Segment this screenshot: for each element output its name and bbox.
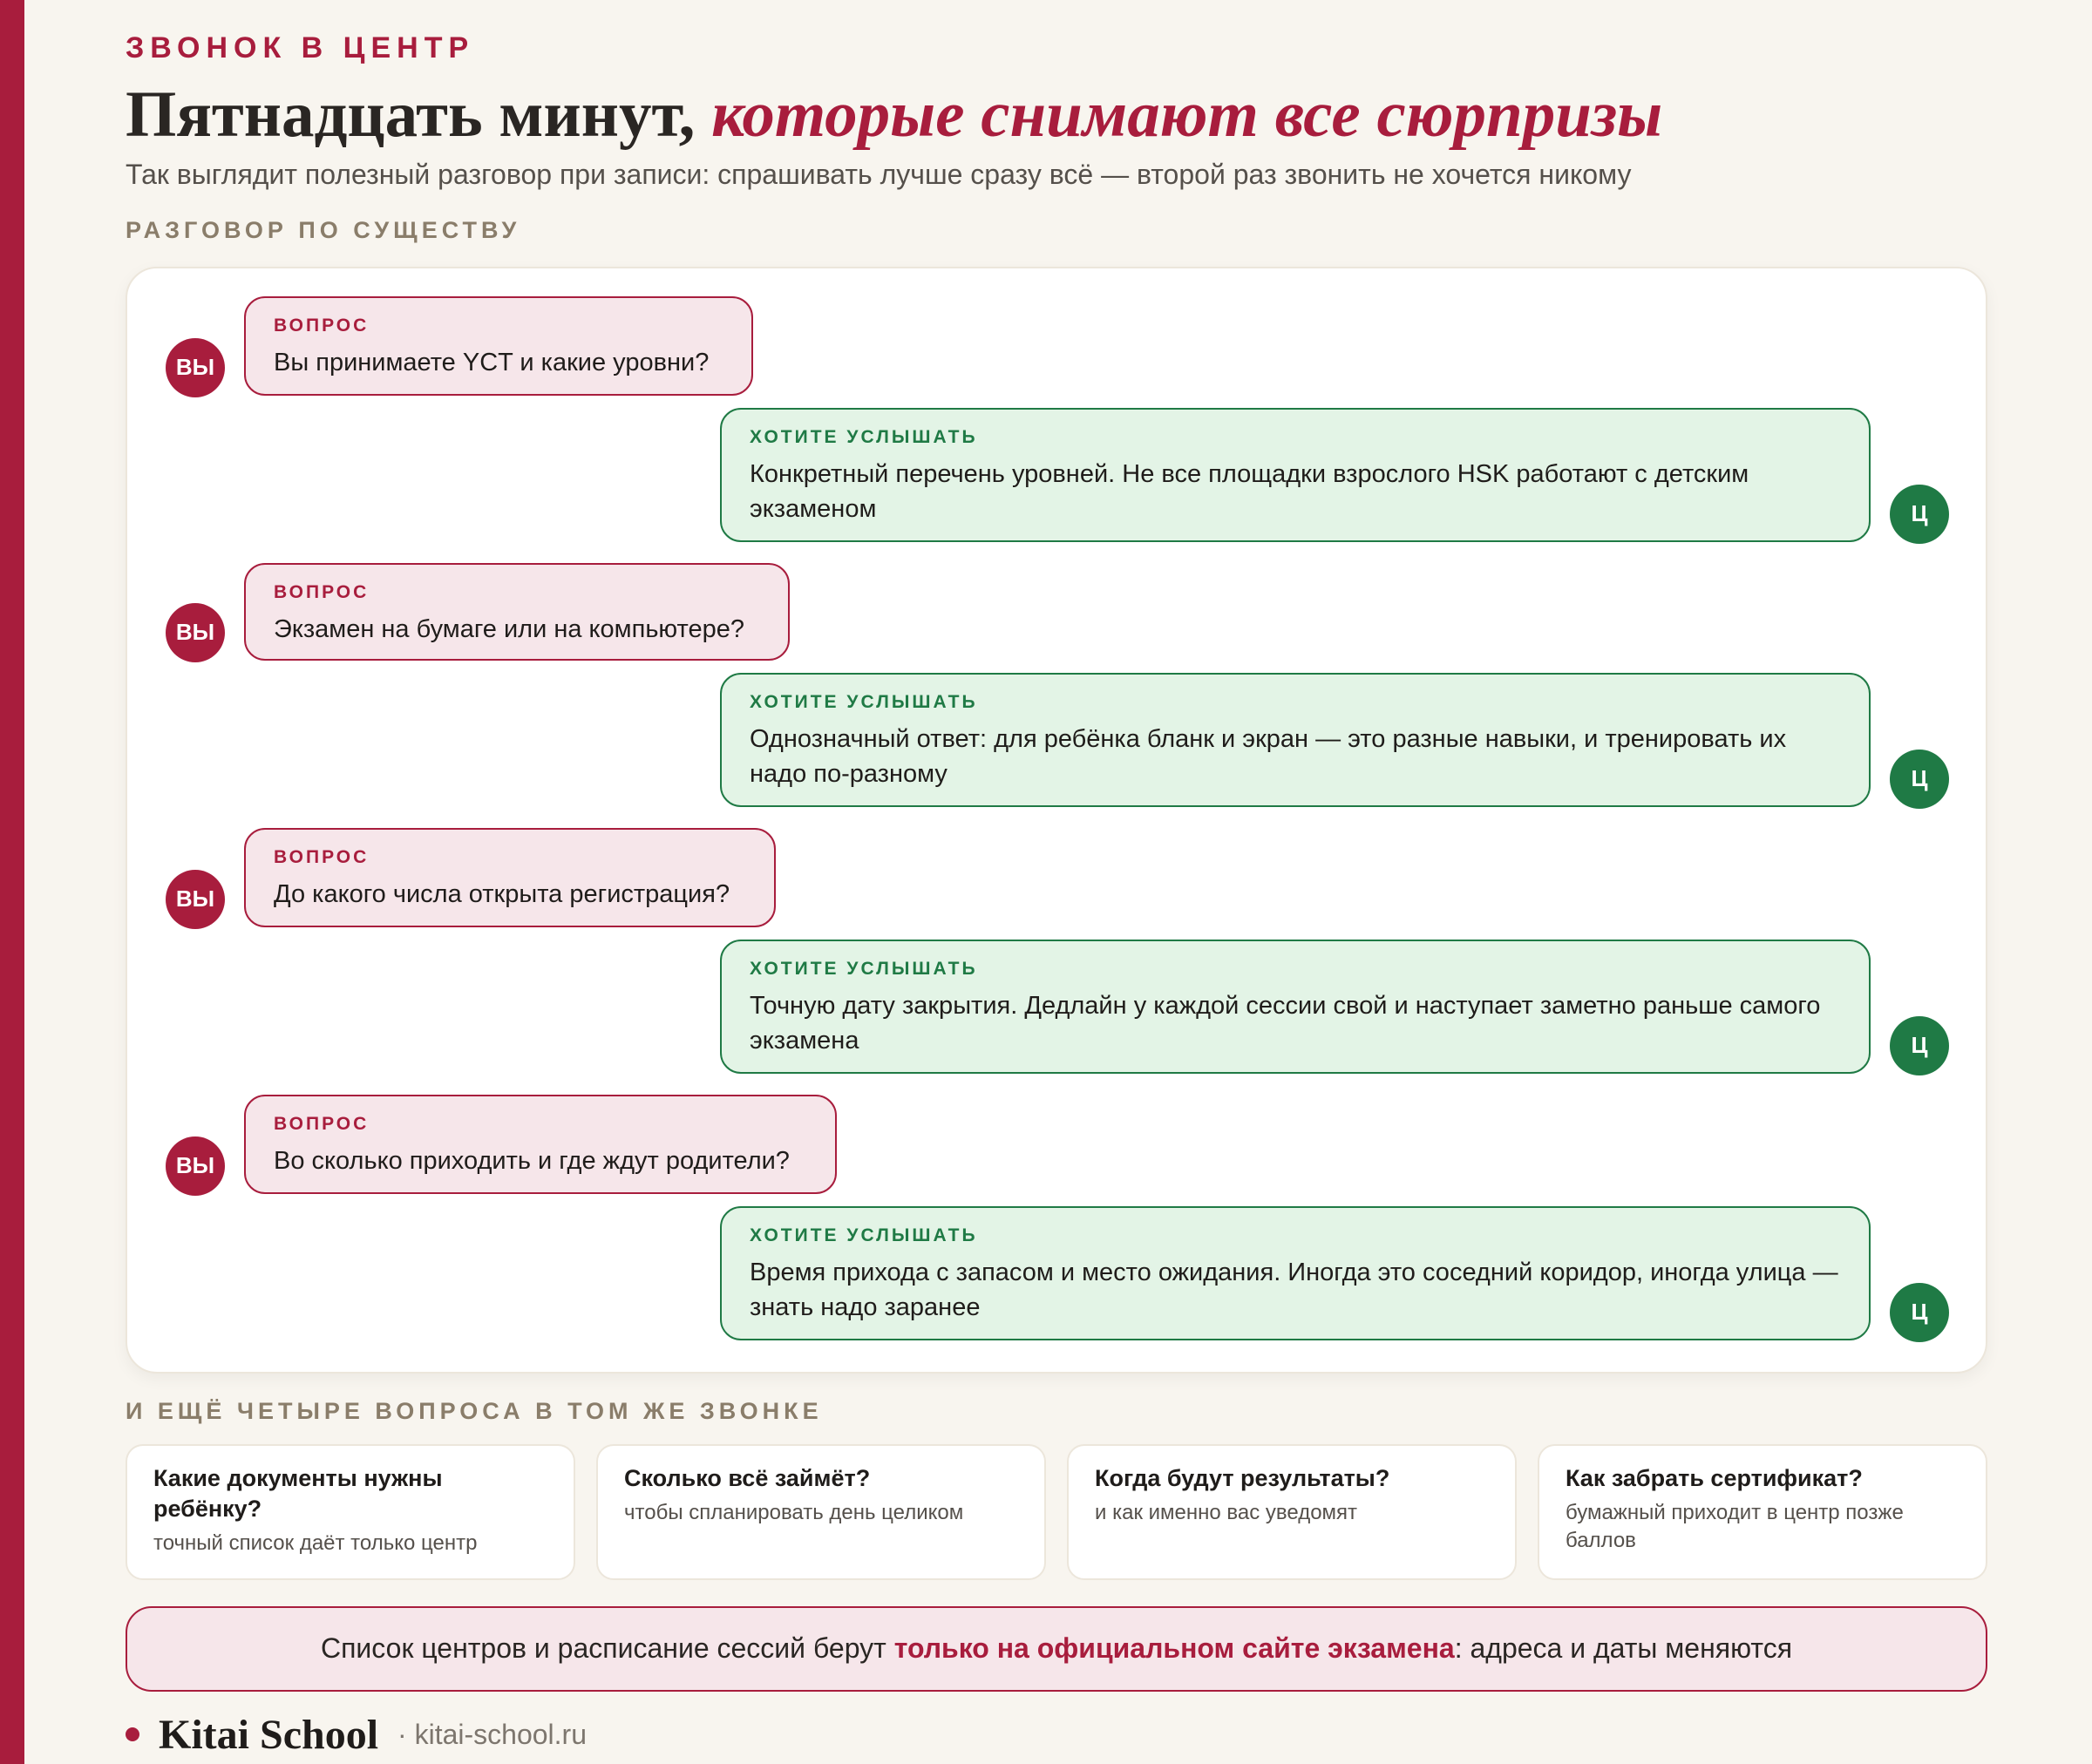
question-text: Вы принимаете YCT и какие уровни? bbox=[274, 348, 710, 377]
answer-text: Однозначный ответ: для ребёнка бланк и экран — это разные навыки, и тренировать их надо по-разному bbox=[750, 724, 1787, 788]
extra-question-title: Какие документы нужны ребёнку? bbox=[153, 1464, 443, 1522]
note-after: : адреса и даты меняются bbox=[1454, 1632, 1793, 1665]
brand-dot-icon bbox=[126, 1727, 139, 1741]
page-title bbox=[126, 78, 1987, 151]
extra-question-card bbox=[126, 1444, 575, 1580]
extra-question-card bbox=[596, 1444, 1046, 1580]
accent-side-bar bbox=[0, 0, 24, 1764]
title-plain: Пятнадцать минут, bbox=[126, 78, 712, 151]
answer-text: Конкретный перечень уровней. Не все площадки взрослого HSK работают с детским экзаменом bbox=[750, 459, 1749, 523]
answer-label: ХОТИТЕ УСЛЫШАТЬ bbox=[750, 691, 978, 712]
you-avatar: ВЫ bbox=[166, 603, 225, 662]
extra-question-card bbox=[1067, 1444, 1517, 1580]
question-label: ВОПРОС bbox=[274, 315, 370, 336]
title-accent: которые снимают все сюрпризы bbox=[711, 78, 1663, 151]
question-label: ВОПРОС bbox=[274, 1113, 370, 1134]
footer bbox=[126, 1711, 1987, 1759]
extra-question-title: Когда будут результаты? bbox=[1095, 1464, 1390, 1491]
extra-question-sub: и как именно вас уведомят bbox=[1095, 1500, 1358, 1524]
center-avatar: Ц bbox=[1890, 750, 1949, 809]
extra-question-sub: бумажный приходит в центр позже баллов bbox=[1566, 1500, 1904, 1552]
question-text: Во сколько приходить и где ждут родители? bbox=[274, 1146, 790, 1175]
answer-text: Точную дату закрытия. Дедлайн у каждой сессии свой и наступает заметно раньше самого экзамена bbox=[750, 991, 1821, 1055]
answer-label: ХОТИТЕ УСЛЫШАТЬ bbox=[750, 958, 978, 979]
question-bubble bbox=[244, 828, 776, 927]
extra-question-card bbox=[1538, 1444, 1987, 1580]
chat-section-label: РАЗГОВОР ПО СУЩЕСТВУ bbox=[126, 216, 521, 243]
question-label: ВОПРОС bbox=[274, 581, 370, 602]
answer-text: Время прихода с запасом и место ожидания. Иногда это соседний коридор, иногда улица — знать надо заранее bbox=[750, 1258, 1838, 1321]
extra-question-title: Как забрать сертификат? bbox=[1566, 1464, 1863, 1491]
center-avatar: Ц bbox=[1890, 485, 1949, 544]
answer-label: ХОТИТЕ УСЛЫШАТЬ bbox=[750, 426, 978, 447]
note-before: Список центров и расписание сессий берут bbox=[320, 1632, 894, 1665]
extra-question-sub: точный список даёт только центр bbox=[153, 1530, 478, 1555]
extra-question-sub: чтобы спланировать день целиком bbox=[624, 1500, 964, 1524]
question-bubble bbox=[244, 563, 790, 661]
page-subtitle: Так выглядит полезный разговор при записи: спрашивать лучше сразу всё — второй раз звонить не хочется никому bbox=[126, 158, 1632, 190]
extra-question-title: Сколько всё займёт? bbox=[624, 1464, 871, 1491]
question-label: ВОПРОС bbox=[274, 846, 370, 867]
page bbox=[126, 0, 1987, 1759]
note-highlight: только на официальном сайте экзамена bbox=[893, 1632, 1455, 1665]
answer-bubble bbox=[720, 408, 1871, 542]
brand-name: Kitai School bbox=[159, 1711, 379, 1758]
extra-section-label: И ЕЩЁ ЧЕТЫРЕ ВОПРОСА В ТОМ ЖЕ ЗВОНКЕ bbox=[126, 1397, 823, 1424]
extra-questions-grid bbox=[126, 1444, 1987, 1580]
you-avatar: ВЫ bbox=[166, 1136, 225, 1196]
you-avatar: ВЫ bbox=[166, 338, 225, 397]
answer-bubble bbox=[720, 940, 1871, 1074]
center-avatar: Ц bbox=[1890, 1283, 1949, 1342]
question-text: Экзамен на бумаге или на компьютере? bbox=[274, 614, 745, 643]
site-url[interactable]: · kitai-school.ru bbox=[397, 1718, 587, 1750]
question-bubble bbox=[244, 1095, 837, 1194]
answer-label: ХОТИТЕ УСЛЫШАТЬ bbox=[750, 1225, 978, 1245]
question-text: До какого числа открыта регистрация? bbox=[274, 879, 730, 908]
kicker: ЗВОНОК В ЦЕНТР bbox=[126, 31, 475, 64]
you-avatar: ВЫ bbox=[166, 870, 225, 929]
answer-bubble bbox=[720, 673, 1871, 807]
center-avatar: Ц bbox=[1890, 1016, 1949, 1075]
answer-bubble bbox=[720, 1206, 1871, 1340]
official-site-note bbox=[126, 1606, 1987, 1692]
question-bubble bbox=[244, 296, 753, 396]
chat-card bbox=[126, 267, 1987, 1374]
